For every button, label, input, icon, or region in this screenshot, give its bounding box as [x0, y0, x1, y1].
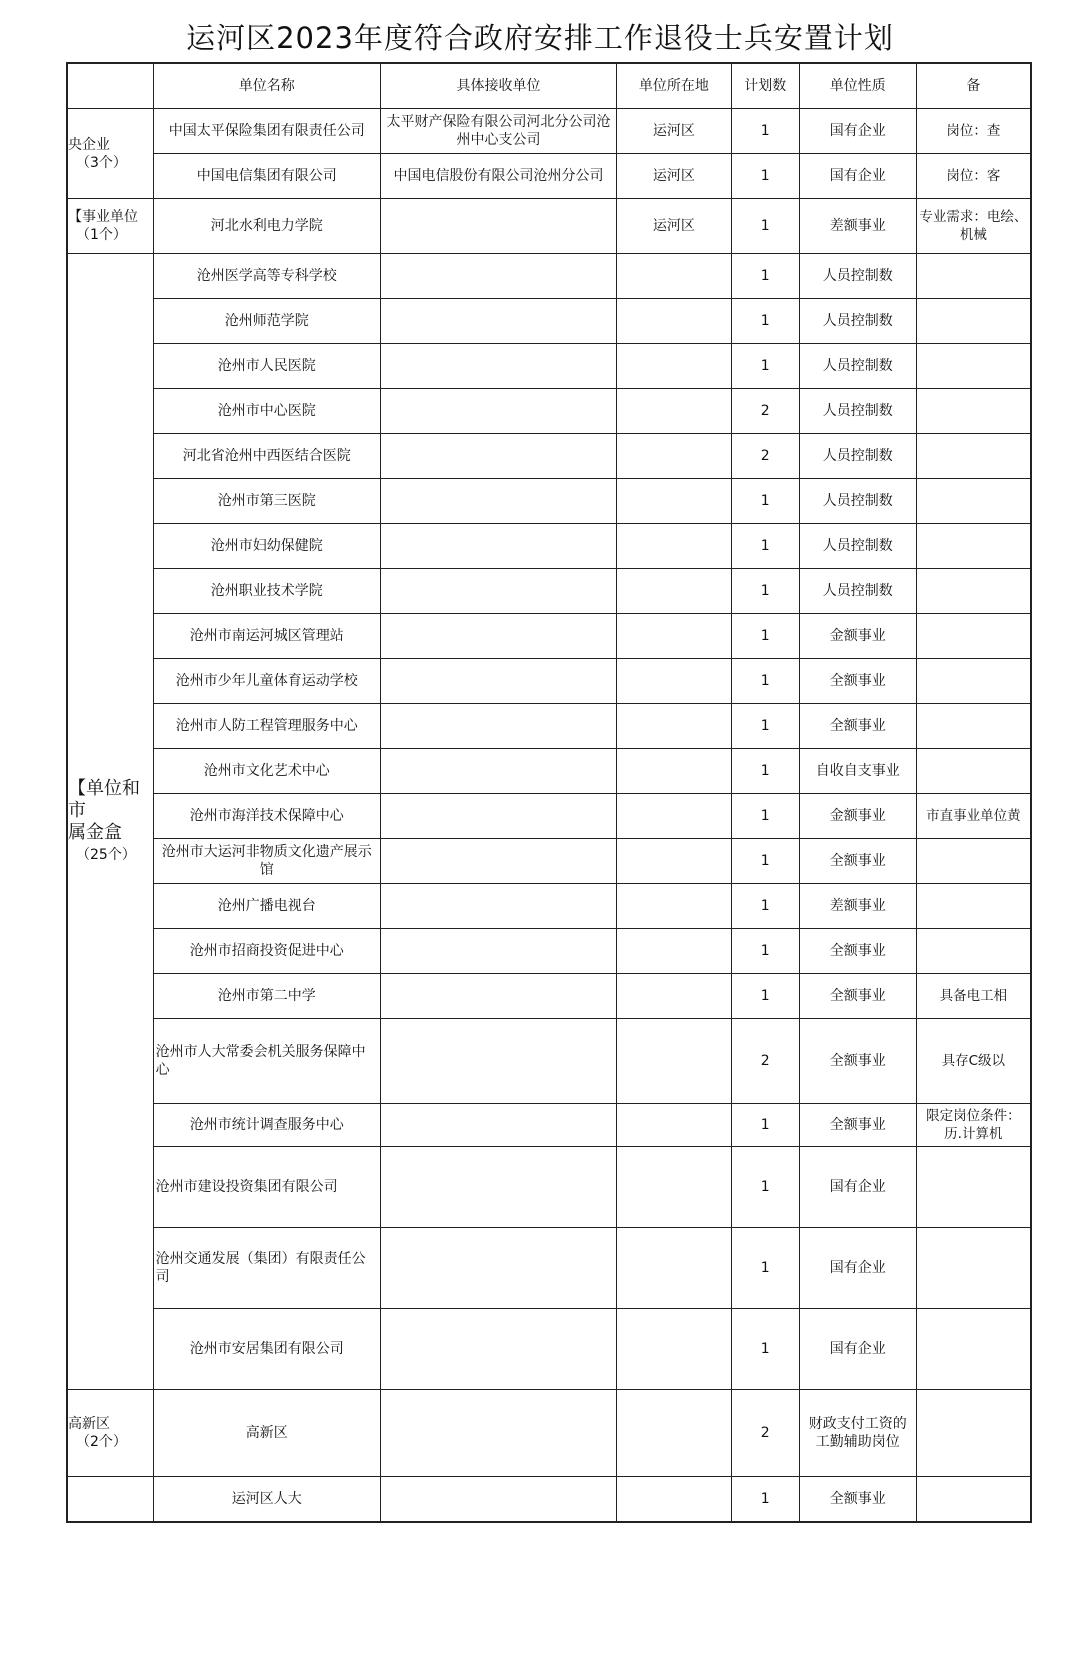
cell-receiver — [381, 839, 617, 884]
cell-name: 河北省沧州中西医结合医院 — [153, 434, 380, 479]
cell-receiver — [381, 1228, 617, 1309]
cell-count: 1 — [731, 839, 799, 884]
cell-note: 具存C级以 — [916, 1019, 1031, 1104]
cell-name: 沧州广播电视台 — [153, 884, 380, 929]
category-label-line: 市 — [68, 799, 86, 821]
cell-name: 沧州师范学院 — [153, 299, 380, 344]
cell-location — [616, 974, 731, 1019]
cell-name: 沧州市人民医院 — [153, 344, 380, 389]
cell-count: 1 — [731, 659, 799, 704]
table-row — [67, 704, 1031, 749]
cell-name: 河北水利电力学院 — [153, 199, 380, 254]
cell-location — [616, 524, 731, 569]
cell-note: 岗位：查 — [916, 109, 1031, 154]
cell-location — [616, 1228, 731, 1309]
cell-receiver — [381, 524, 617, 569]
table-row — [67, 929, 1031, 974]
category-label-line: （3个） — [76, 154, 127, 171]
cell-receiver — [381, 344, 617, 389]
table-row — [67, 1390, 1031, 1477]
cell-location — [616, 614, 731, 659]
cell-receiver — [381, 1019, 617, 1104]
cell-name: 沧州市南运河城区管理站 — [153, 614, 380, 659]
cell-nature: 差额事业 — [799, 199, 916, 254]
category-label-line: （2个） — [76, 1434, 127, 1450]
table-row — [67, 1147, 1031, 1228]
cell-note — [916, 1477, 1031, 1523]
cell-nature: 人员控制数 — [799, 479, 916, 524]
cell-receiver — [381, 569, 617, 614]
cell-note — [916, 299, 1031, 344]
cell-note — [916, 1309, 1031, 1390]
cell-note — [916, 614, 1031, 659]
cell-name: 沧州市招商投资促进中心 — [153, 929, 380, 974]
cell-count: 1 — [731, 1147, 799, 1228]
cell-note — [916, 1228, 1031, 1309]
table-row — [67, 524, 1031, 569]
cell-nature: 人员控制数 — [799, 389, 916, 434]
header-note: 备 — [916, 63, 1031, 109]
cell-location — [616, 1309, 731, 1390]
cell-receiver — [381, 434, 617, 479]
cell-name: 中国电信集团有限公司 — [153, 154, 380, 199]
cell-location: 运河区 — [616, 154, 731, 199]
header-count: 计划数 — [731, 63, 799, 109]
cell-receiver — [381, 479, 617, 524]
table-row — [67, 839, 1031, 884]
cell-note — [916, 659, 1031, 704]
cell-nature: 金额事业 — [799, 614, 916, 659]
cell-note — [916, 389, 1031, 434]
cell-nature: 全额事业 — [799, 659, 916, 704]
cell-name: 沧州市安居集团有限公司 — [153, 1309, 380, 1390]
cell-location — [616, 704, 731, 749]
cell-name: 沧州市人大常委会机关服务保障中心 — [153, 1019, 380, 1104]
cell-note — [916, 569, 1031, 614]
cell-receiver — [381, 199, 617, 254]
cell-note — [916, 749, 1031, 794]
cell-count: 1 — [731, 1104, 799, 1147]
cell-nature: 人员控制数 — [799, 569, 916, 614]
cell-nature: 人员控制数 — [799, 524, 916, 569]
table-row — [67, 434, 1031, 479]
cell-name: 沧州市海洋技术保障中心 — [153, 794, 380, 839]
cell-count: 1 — [731, 199, 799, 254]
cell-location — [616, 254, 731, 299]
cell-note — [916, 704, 1031, 749]
cell-nature: 国有企业 — [799, 1228, 916, 1309]
cell-nature: 国有企业 — [799, 109, 916, 154]
cell-receiver — [381, 659, 617, 704]
cell-name: 沧州交通发展（集团）有限责任公司 — [153, 1228, 380, 1309]
cell-nature: 人员控制数 — [799, 299, 916, 344]
cell-location — [616, 434, 731, 479]
cell-note: 专业需求：电绘、机械 — [916, 199, 1031, 254]
cell-nature: 全额事业 — [799, 839, 916, 884]
cell-count: 1 — [731, 794, 799, 839]
cell-receiver — [381, 1147, 617, 1228]
cell-location: 运河区 — [616, 199, 731, 254]
cell-note — [916, 1390, 1031, 1477]
cell-location — [616, 839, 731, 884]
cell-receiver — [381, 1390, 617, 1477]
table-row — [67, 1228, 1031, 1309]
cell-count: 1 — [731, 929, 799, 974]
category-cell-public — [67, 199, 153, 254]
table-row — [67, 154, 1031, 199]
table-row — [67, 569, 1031, 614]
cell-nature: 全额事业 — [799, 1019, 916, 1104]
table-row — [67, 344, 1031, 389]
cell-receiver — [381, 929, 617, 974]
cell-nature: 财政支付工资的工勤辅助岗位 — [799, 1390, 916, 1477]
cell-name: 沧州市文化艺术中心 — [153, 749, 380, 794]
cell-count: 1 — [731, 524, 799, 569]
cell-nature: 国有企业 — [799, 154, 916, 199]
cell-name: 沧州市中心医院 — [153, 389, 380, 434]
cell-location — [616, 299, 731, 344]
category-label-line: （25个） — [76, 846, 136, 863]
header-location: 单位所在地 — [616, 63, 731, 109]
cell-count: 1 — [731, 479, 799, 524]
cell-note — [916, 344, 1031, 389]
table-row — [67, 389, 1031, 434]
table-row — [67, 1477, 1031, 1523]
table-row — [67, 614, 1031, 659]
table-row — [67, 794, 1031, 839]
page-title: 运河区2023年度符合政府安排工作退役士兵安置计划 — [186, 21, 894, 55]
cell-nature: 全额事业 — [799, 704, 916, 749]
table-row — [67, 1104, 1031, 1147]
cell-nature: 全额事业 — [799, 1477, 916, 1523]
cell-nature: 人员控制数 — [799, 344, 916, 389]
table-row — [67, 299, 1031, 344]
cell-note — [916, 929, 1031, 974]
cell-name: 沧州职业技术学院 — [153, 569, 380, 614]
category-label-line: 央企业 — [68, 136, 110, 153]
header-receiver: 具体接收单位 — [381, 63, 617, 109]
cell-name: 中国太平保险集团有限责任公司 — [153, 109, 380, 154]
cell-nature: 自收自支事业 — [799, 749, 916, 794]
cell-name: 高新区 — [153, 1390, 380, 1477]
cell-count: 2 — [731, 1390, 799, 1477]
cell-receiver — [381, 749, 617, 794]
cell-receiver — [381, 884, 617, 929]
cell-receiver — [381, 389, 617, 434]
cell-receiver — [381, 704, 617, 749]
cell-receiver — [381, 1104, 617, 1147]
category-label-line: 属金盒 — [68, 821, 122, 843]
cell-count: 1 — [731, 974, 799, 1019]
table-row — [67, 199, 1031, 254]
cell-location — [616, 794, 731, 839]
cell-location — [616, 749, 731, 794]
cell-nature: 全额事业 — [799, 929, 916, 974]
cell-name: 运河区人大 — [153, 1477, 380, 1523]
cell-count: 1 — [731, 1477, 799, 1523]
cell-location — [616, 344, 731, 389]
cell-note — [916, 884, 1031, 929]
cell-count: 1 — [731, 569, 799, 614]
header-category — [67, 63, 153, 109]
cell-count: 1 — [731, 1309, 799, 1390]
cell-count: 1 — [731, 884, 799, 929]
category-label-line: （1个） — [76, 227, 127, 243]
cell-nature: 国有企业 — [799, 1309, 916, 1390]
category-cell-city — [67, 254, 153, 1390]
cell-count: 2 — [731, 1019, 799, 1104]
header-unit-name: 单位名称 — [153, 63, 380, 109]
cell-name: 沧州市统计调查服务中心 — [153, 1104, 380, 1147]
cell-nature: 金额事业 — [799, 794, 916, 839]
table-row — [67, 109, 1031, 154]
cell-name: 沧州市大运河非物质文化遗产展示馆 — [153, 839, 380, 884]
cell-note — [916, 1147, 1031, 1228]
table-row — [67, 254, 1031, 299]
cell-location — [616, 569, 731, 614]
cell-receiver — [381, 794, 617, 839]
cell-count: 1 — [731, 254, 799, 299]
table-row — [67, 884, 1031, 929]
cell-name: 沧州市建设投资集团有限公司 — [153, 1147, 380, 1228]
cell-note — [916, 524, 1031, 569]
cell-receiver — [381, 299, 617, 344]
cell-nature: 人员控制数 — [799, 434, 916, 479]
category-label-line: 高新区 — [68, 1416, 110, 1432]
category-cell-hightech — [67, 1390, 153, 1477]
cell-location: 运河区 — [616, 109, 731, 154]
cell-count: 1 — [731, 154, 799, 199]
cell-note — [916, 479, 1031, 524]
cell-nature: 全额事业 — [799, 1104, 916, 1147]
cell-count: 1 — [731, 704, 799, 749]
cell-location — [616, 884, 731, 929]
cell-receiver — [381, 1309, 617, 1390]
cell-count: 1 — [731, 1228, 799, 1309]
table-row — [67, 1309, 1031, 1390]
cell-receiver — [381, 1477, 617, 1523]
cell-name: 沧州医学高等专科学校 — [153, 254, 380, 299]
category-cell-empty — [67, 1477, 153, 1523]
cell-name: 沧州市第三医院 — [153, 479, 380, 524]
cell-location — [616, 1147, 731, 1228]
table-row — [67, 479, 1031, 524]
category-cell-central — [67, 109, 153, 199]
cell-count: 1 — [731, 109, 799, 154]
cell-location — [616, 479, 731, 524]
table-row — [67, 1019, 1031, 1104]
cell-location — [616, 1477, 731, 1523]
table-row — [67, 659, 1031, 704]
cell-count: 1 — [731, 299, 799, 344]
category-label-line: 【事业单位 — [68, 209, 138, 225]
cell-receiver: 太平财产保险有限公司河北分公司沧州中心支公司 — [381, 109, 617, 154]
category-label-line: 【单位和 — [68, 777, 140, 799]
cell-count: 1 — [731, 344, 799, 389]
cell-name: 沧州市人防工程管理服务中心 — [153, 704, 380, 749]
cell-note: 限定岗位条件：历.计算机 — [916, 1104, 1031, 1147]
cell-receiver — [381, 974, 617, 1019]
cell-count: 2 — [731, 434, 799, 479]
cell-location — [616, 389, 731, 434]
cell-location — [616, 929, 731, 974]
cell-nature: 全额事业 — [799, 974, 916, 1019]
cell-note — [916, 839, 1031, 884]
table-row — [67, 749, 1031, 794]
cell-name: 沧州市少年儿童体育运动学校 — [153, 659, 380, 704]
cell-note — [916, 434, 1031, 479]
cell-nature: 人员控制数 — [799, 254, 916, 299]
cell-count: 2 — [731, 389, 799, 434]
cell-count: 1 — [731, 614, 799, 659]
cell-name: 沧州市妇幼保健院 — [153, 524, 380, 569]
cell-location — [616, 659, 731, 704]
header-row — [67, 63, 1031, 109]
cell-nature: 差额事业 — [799, 884, 916, 929]
cell-nature: 国有企业 — [799, 1147, 916, 1228]
cell-note: 岗位：客 — [916, 154, 1031, 199]
cell-name: 沧州市第二中学 — [153, 974, 380, 1019]
cell-receiver — [381, 614, 617, 659]
header-nature: 单位性质 — [799, 63, 916, 109]
cell-count: 1 — [731, 749, 799, 794]
cell-location — [616, 1390, 731, 1477]
table-row — [67, 974, 1031, 1019]
cell-location — [616, 1019, 731, 1104]
cell-location — [616, 1104, 731, 1147]
placement-plan-table — [66, 62, 1032, 1523]
cell-receiver — [381, 254, 617, 299]
cell-note: 具备电工相 — [916, 974, 1031, 1019]
cell-note: 市直事业单位黄 — [916, 794, 1031, 839]
cell-receiver: 中国电信股份有限公司沧州分公司 — [381, 154, 617, 199]
cell-note — [916, 254, 1031, 299]
